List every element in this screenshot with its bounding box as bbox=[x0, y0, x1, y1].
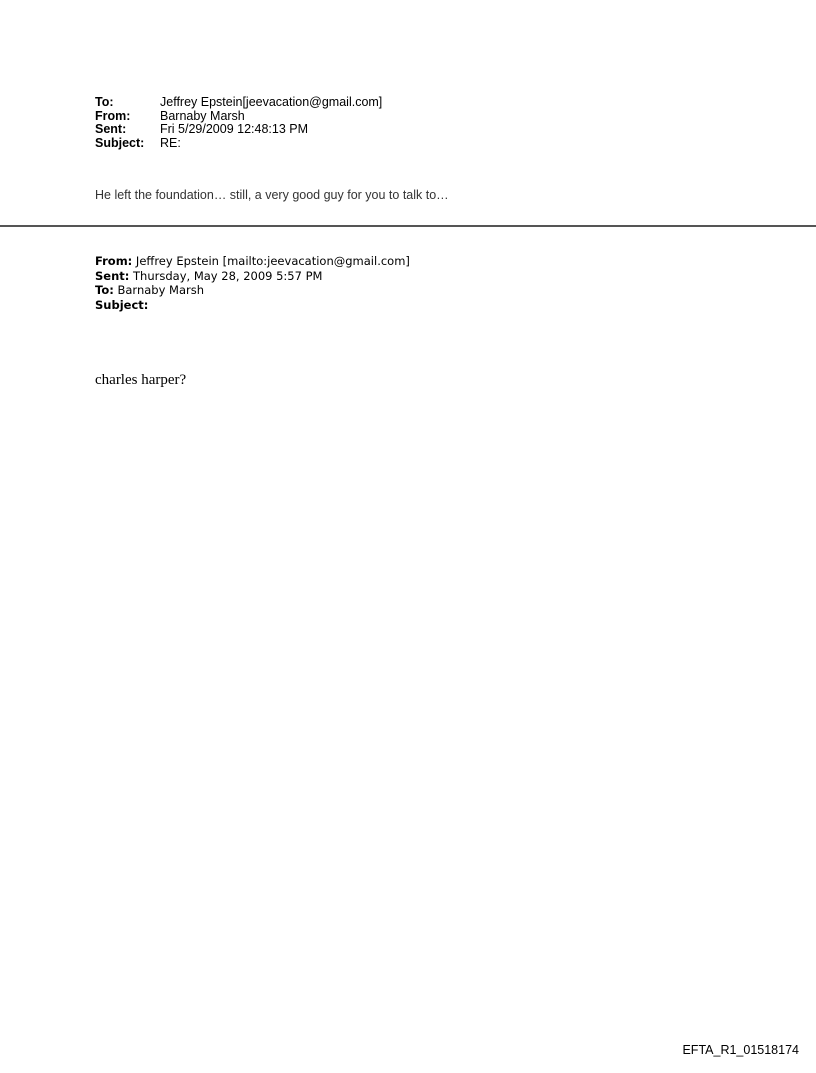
header-to-row bbox=[95, 96, 382, 110]
sent-label: Sent: bbox=[95, 122, 127, 136]
to-label: To: bbox=[95, 95, 114, 109]
subject-label: Subject: bbox=[95, 135, 145, 150]
to-value: Jeffrey Epstein[jeevacation@gmail.com] bbox=[160, 95, 383, 109]
email-header bbox=[95, 96, 382, 150]
quoted-to-value: Barnaby Marsh bbox=[113, 283, 205, 297]
quoted-sent-row bbox=[95, 269, 410, 284]
quoted-from-value: Jeffrey Epstein [mailto:jeevacation@gmail.com] bbox=[132, 254, 410, 268]
subject-value: RE: bbox=[160, 135, 181, 150]
quoted-subject-label: Subject: bbox=[95, 297, 149, 312]
message-divider bbox=[0, 225, 816, 227]
header-sent-row bbox=[95, 123, 382, 137]
quoted-to-row bbox=[95, 283, 410, 298]
quoted-body-text: charles harper? bbox=[95, 372, 187, 388]
reply-body-text: He left the foundation… still, a very good guy for you to talk to… bbox=[95, 188, 449, 202]
quoted-subject-row bbox=[95, 298, 410, 313]
header-from-row bbox=[95, 110, 382, 124]
quoted-email-header bbox=[95, 254, 410, 312]
quoted-from-label: From: bbox=[95, 254, 133, 268]
from-label: From: bbox=[95, 108, 131, 123]
quoted-from-row bbox=[95, 254, 410, 269]
bates-number: EFTA_R1_01518174 bbox=[682, 1043, 799, 1057]
quoted-sent-value: Thursday, May 28, 2009 5:57 PM bbox=[129, 268, 323, 283]
from-value: Barnaby Marsh bbox=[160, 108, 245, 123]
quoted-sent-label: Sent: bbox=[95, 268, 130, 283]
quoted-to-label: To: bbox=[95, 283, 114, 297]
sent-value: Fri 5/29/2009 12:48:13 PM bbox=[160, 122, 309, 136]
header-subject-row bbox=[95, 137, 382, 151]
